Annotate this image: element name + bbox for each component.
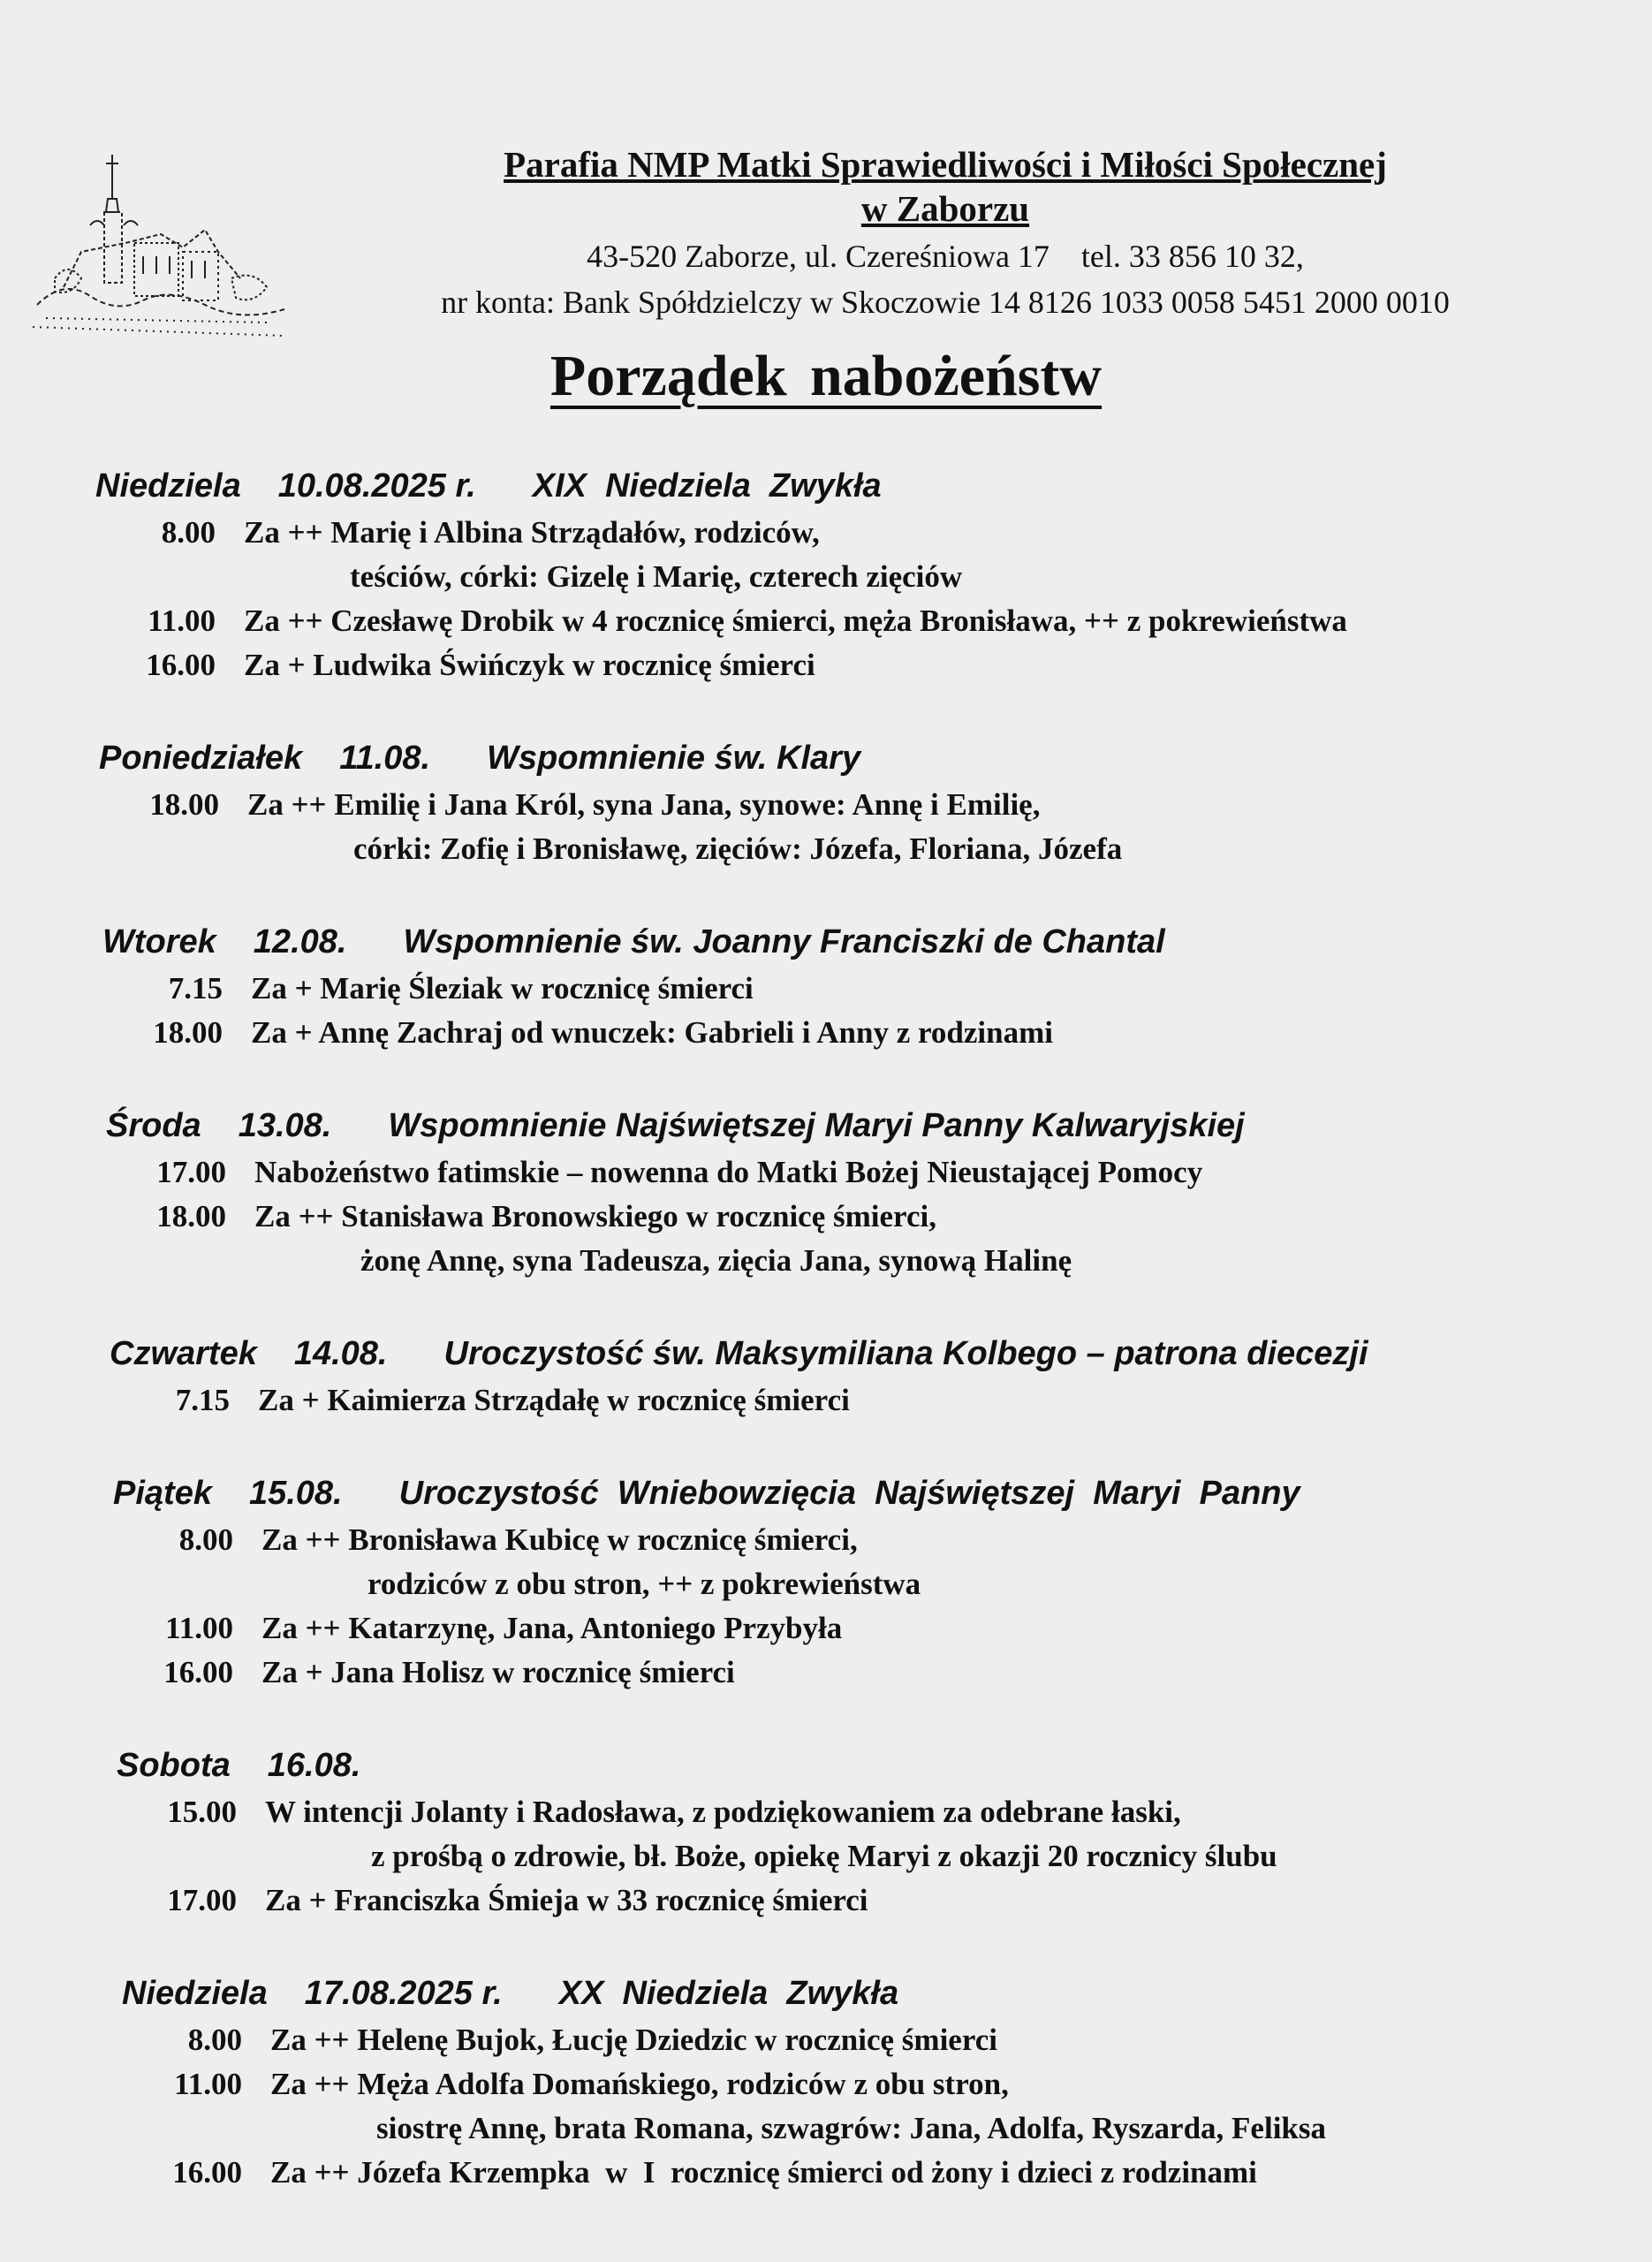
- intention-line: Za + Ludwika Świńczyk w rocznicę śmierci: [244, 648, 815, 682]
- day-heading: [117, 1741, 1615, 1790]
- intention-line: Nabożeństwo fatimskie – nowenna do Matki Bożej Nieustającej Pomocy: [254, 1155, 1203, 1189]
- mass-time: 15.00: [167, 1795, 237, 1829]
- mass-intention: [244, 643, 1615, 687]
- mass-row: [117, 1879, 1615, 1923]
- mass-row: [122, 2018, 1615, 2062]
- intention-line: Za ++ Katarzynę, Jana, Antoniego Przybyła: [261, 1611, 843, 1645]
- mass-row: [113, 1606, 1615, 1651]
- intention-continuation-line: żonę Annę, syna Tadeusza, zięcia Jana, synową Halinę: [360, 1243, 1072, 1278]
- parish-name: Parafia NMP Matki Sprawiedliwości i Miłości Społecznej: [504, 144, 1387, 185]
- day-feast: Uroczystość Wniebowzięcia Najświętszej Maryi Panny: [398, 1475, 1300, 1512]
- intention-line: Za ++ Marię i Albina Strządałów, rodziców,: [244, 515, 820, 550]
- day-feast: XX Niedziela Zwykła: [558, 1975, 899, 2012]
- intention-continuation-line: rodziców z obu stron, ++ z pokrewieństwa: [368, 1567, 921, 1601]
- day-name: Środa: [106, 1107, 201, 1144]
- mass-time: 17.00: [156, 1155, 226, 1189]
- mass-row: [122, 2151, 1615, 2195]
- day-name: Piątek: [113, 1475, 212, 1512]
- mass-time: 18.00: [153, 1015, 223, 1050]
- intention-continuation-line: z prośbą o zdrowie, bł. Boże, opiekę Maryi z okazji 20 rocznicy ślubu: [371, 1839, 1277, 1873]
- mass-row: [110, 1378, 1615, 1423]
- day-feast: Uroczystość św. Maksymiliana Kolbego – patrona diecezji: [443, 1335, 1368, 1372]
- intention-line: Za ++ Męża Adolfa Domańskiego, rodziców z obu stron,: [270, 2067, 1009, 2101]
- mass-row: [95, 511, 1615, 599]
- mass-time: 11.00: [165, 1611, 233, 1645]
- page-title: [0, 343, 1652, 410]
- page-title-text: Porządek nabożeństw: [549, 344, 1103, 408]
- mass-time: 7.15: [175, 1383, 230, 1417]
- day-feast: Wspomnienie św. Klary: [487, 740, 861, 777]
- mass-row: [106, 1195, 1615, 1283]
- mass-time: 8.00: [161, 515, 216, 550]
- mass-intention: [258, 1378, 1615, 1423]
- intention-continuation-line: teściów, córki: Gizelę i Marię, czterech zięciów: [350, 559, 963, 594]
- mass-row: [117, 1790, 1615, 1879]
- intention-line: Za ++ Czesławę Drobik w 4 rocznicę śmierci, męża Bronisława, ++ z pokrewieństwa: [244, 603, 1347, 638]
- mass-intention: [270, 2062, 1615, 2151]
- day-heading: [106, 1101, 1615, 1150]
- intention-line: Za + Annę Zachraj od wnuczek: Gabrieli i Anny z rodzinami: [251, 1015, 1053, 1050]
- day-block: [110, 1329, 1615, 1423]
- day-date: 13.08.: [238, 1107, 332, 1144]
- mass-row: [99, 783, 1615, 871]
- intention-line: Za ++ Helenę Bujok, Łucję Dziedzic w rocznicę śmierci: [270, 2023, 997, 2057]
- intention-line: Za ++ Bronisława Kubicę w rocznicę śmierci,: [261, 1522, 858, 1557]
- intention-line: Za ++ Józefa Krzempka w I rocznicę śmierci od żony i dzieci z rodzinami: [270, 2155, 1257, 2190]
- mass-time: 17.00: [167, 1883, 237, 1917]
- day-heading: [99, 733, 1615, 783]
- day-feast: XIX Niedziela Zwykła: [532, 467, 882, 505]
- day-name: Wtorek: [102, 923, 216, 960]
- day-name: Niedziela: [122, 1975, 268, 2012]
- mass-row: [95, 599, 1615, 643]
- mass-intention: [247, 783, 1615, 871]
- mass-time: 8.00: [187, 2023, 242, 2057]
- mass-intention: [251, 1011, 1615, 1055]
- mass-row: [106, 1150, 1615, 1195]
- bank-account: nr konta: Bank Spółdzielczy w Skoczowie 14 8126 1033 0058 5451 2000 0010: [441, 285, 1450, 320]
- mass-row: [95, 643, 1615, 687]
- day-date: 16.08.: [267, 1747, 361, 1784]
- day-date: 11.08.: [339, 740, 431, 777]
- mass-intention: [265, 1790, 1615, 1879]
- day-date: 10.08.2025 r.: [277, 467, 476, 505]
- intention-line: W intencji Jolanty i Radosława, z podziękowaniem za odebrane łaski,: [265, 1795, 1181, 1829]
- day-name: Niedziela: [95, 467, 241, 505]
- mass-time: 18.00: [156, 1199, 226, 1233]
- mass-row: [102, 1011, 1615, 1055]
- day-heading: [110, 1329, 1615, 1378]
- mass-intention: [270, 2018, 1615, 2062]
- intention-continuation-line: siostrę Annę, brata Romana, szwagrów: Jana, Adolfa, Ryszarda, Feliksa: [376, 2111, 1327, 2145]
- mass-time: 8.00: [178, 1522, 233, 1557]
- day-block: [122, 1969, 1615, 2195]
- mass-intention: [265, 1879, 1615, 1923]
- day-block: [106, 1101, 1615, 1283]
- mass-intention: [244, 511, 1615, 599]
- mass-row: [113, 1651, 1615, 1695]
- parish-header: [318, 143, 1572, 325]
- mass-time: 11.00: [174, 2067, 242, 2101]
- mass-intention: [244, 599, 1615, 643]
- mass-time: 7.15: [168, 971, 223, 1006]
- day-heading: [122, 1969, 1615, 2018]
- mass-intention: [254, 1150, 1615, 1195]
- mass-intention: [261, 1651, 1615, 1695]
- mass-intention: [261, 1518, 1615, 1606]
- mass-row: [113, 1518, 1615, 1606]
- day-name: Czwartek: [110, 1335, 257, 1372]
- mass-intention: [261, 1606, 1615, 1651]
- day-block: [99, 733, 1615, 871]
- intention-line: Za + Franciszka Śmieja w 33 rocznicę śmierci: [265, 1883, 868, 1917]
- day-heading: [102, 917, 1615, 967]
- mass-row: [102, 967, 1615, 1011]
- mass-time: 16.00: [163, 1655, 233, 1689]
- day-feast: Wspomnienie Najświętszej Maryi Panny Kalwaryjskiej: [388, 1107, 1245, 1144]
- intention-line: Za + Marię Śleziak w rocznicę śmierci: [251, 971, 754, 1006]
- intention-line: Za ++ Stanisława Bronowskiego w rocznicę śmierci,: [254, 1199, 936, 1233]
- day-date: 14.08.: [293, 1335, 388, 1372]
- mass-time: 11.00: [148, 603, 216, 638]
- parish-address: 43-520 Zaborze, ul. Czereśniowa 17 tel. 33 856 10 32,: [587, 239, 1304, 274]
- mass-time: 16.00: [146, 648, 216, 682]
- day-block: [117, 1741, 1615, 1923]
- day-heading: [113, 1469, 1615, 1518]
- intention-continuation-line: córki: Zofię i Bronisławę, zięciów: Józefa, Floriana, Józefa: [353, 831, 1123, 866]
- mass-time: 16.00: [172, 2155, 242, 2190]
- intention-line: Za + Kaimierza Strządałę w rocznicę śmierci: [258, 1383, 850, 1417]
- day-date: 12.08.: [253, 923, 347, 960]
- day-heading: [95, 461, 1615, 511]
- day-block: [113, 1469, 1615, 1695]
- day-date: 15.08.: [248, 1475, 343, 1512]
- mass-intention: [251, 967, 1615, 1011]
- intention-line: Za + Jana Holisz w rocznicę śmierci: [261, 1655, 735, 1689]
- day-block: [102, 917, 1615, 1055]
- mass-intention: [270, 2151, 1615, 2195]
- day-name: Poniedziałek: [99, 740, 303, 777]
- church-drawing-icon: [28, 146, 293, 349]
- intention-line: Za ++ Emilię i Jana Król, syna Jana, synowe: Annę i Emilię,: [247, 787, 1041, 822]
- day-name: Sobota: [117, 1747, 231, 1784]
- mass-time: 18.00: [149, 787, 219, 822]
- day-feast: Wspomnienie św. Joanny Franciszki de Chantal: [403, 923, 1165, 960]
- day-block: [95, 461, 1615, 687]
- parish-place: w Zaborzu: [860, 188, 1030, 229]
- mass-schedule: [95, 461, 1615, 2241]
- day-date: 17.08.2025 r.: [304, 1975, 503, 2012]
- mass-intention: [254, 1195, 1615, 1283]
- mass-row: [122, 2062, 1615, 2151]
